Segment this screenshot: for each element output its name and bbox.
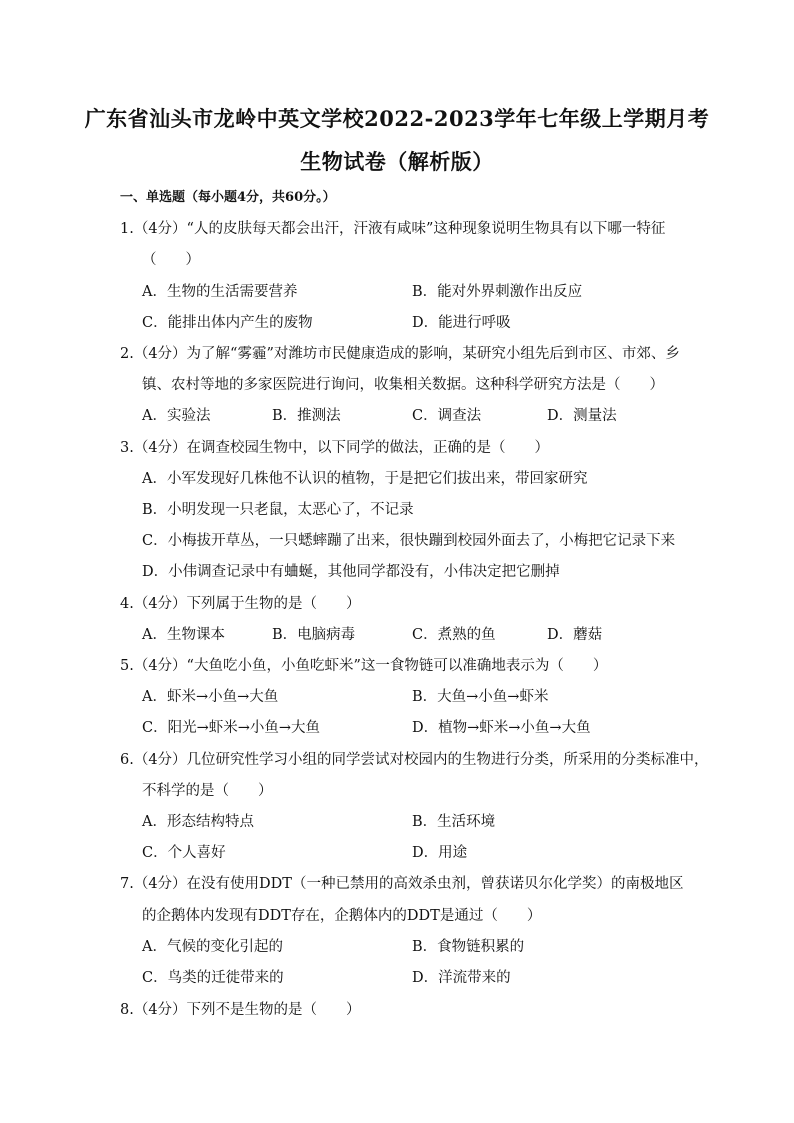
exam-title-line2: 生物试卷（解析版） bbox=[300, 149, 494, 174]
question-6-option-c: C．个人喜好 bbox=[142, 845, 226, 861]
question-4-option-c: C．煮熟的鱼 bbox=[412, 627, 496, 643]
question-1-option-d: D．能进行呼吸 bbox=[412, 315, 511, 331]
question-2-option-d: D．测量法 bbox=[547, 408, 617, 424]
question-4-option-d: D．蘑菇 bbox=[547, 627, 603, 643]
question-1-stem-line1: 1.（4分）“人的皮肤每天都会出汗，汗液有咸味”这种现象说明生物具有以下哪一特征 bbox=[120, 221, 666, 237]
question-3-option-c: C．小梅拔开草丛，一只蟋蟀蹦了出来，很快蹦到校园外面去了，小梅把它记录下来 bbox=[142, 533, 676, 549]
question-5-option-d: D．植物→虾米→小鱼→大鱼 bbox=[412, 720, 591, 736]
question-5-option-b: B．大鱼→小鱼→虾米 bbox=[412, 689, 549, 705]
question-6-option-b: B．生活环境 bbox=[412, 814, 496, 830]
question-4-option-a: A．生物课本 bbox=[142, 627, 225, 643]
question-4-stem: 4.（4分）下列属于生物的是（ ） bbox=[120, 596, 361, 612]
question-3-option-d: D．小伟调查记录中有蛐蜒，其他同学都没有，小伟决定把它删掉 bbox=[142, 564, 560, 580]
question-5-option-c: C．阳光→虾米→小鱼→大鱼 bbox=[142, 720, 321, 736]
question-2-option-a: A．实验法 bbox=[142, 408, 211, 424]
question-7-option-c: C．鸟类的迁徙带来的 bbox=[142, 970, 284, 986]
question-7-stem-line1: 7.（4分）在没有使用DDT（一种已禁用的高效杀虫剂，曾获诺贝尔化学奖）的南极地区 bbox=[120, 876, 684, 892]
question-5-stem: 5.（4分）“大鱼吃小鱼，小鱼吃虾米”这一食物链可以准确地表示为（ ） bbox=[120, 658, 608, 674]
question-3-stem: 3.（4分）在调查校园生物中，以下同学的做法，正确的是（ ） bbox=[120, 440, 550, 456]
question-6-option-a: A．形态结构特点 bbox=[142, 814, 254, 830]
question-6-stem-line2: 不科学的是（ ） bbox=[142, 783, 273, 799]
question-1-option-a: A．生物的生活需要营养 bbox=[142, 284, 298, 300]
question-1-option-c: C．能排出体内产生的废物 bbox=[142, 315, 313, 331]
exam-title-line1: 广东省汕头市龙岭中英文学校2022-2023学年七年级上学期月考 bbox=[84, 106, 710, 131]
question-7-stem-line2: 的企鹅体内发现有DDT存在，企鹅体内的DDT是通过（ ） bbox=[142, 908, 542, 924]
section-heading: 一、单选题（每小题4分，共60分。） bbox=[120, 190, 336, 205]
question-2-stem-line2: 镇、农村等地的多家医院进行询问，收集相关数据。这种科学研究方法是（ ） bbox=[142, 377, 664, 393]
question-6-stem-line1: 6.（4分）几位研究性学习小组的同学尝试对校园内的生物进行分类，所采用的分类标准中， bbox=[120, 752, 709, 768]
question-7-option-b: B．食物链积累的 bbox=[412, 939, 525, 955]
question-1-stem-line2: （ ） bbox=[142, 252, 200, 268]
question-3-option-a: A．小军发现好几株他不认识的植物，于是把它们拔出来，带回家研究 bbox=[142, 471, 588, 487]
question-2-stem-line1: 2.（4分）为了解“雾霾”对潍坊市民健康造成的影响，某研究小组先后到市区、市郊、乡 bbox=[120, 346, 680, 362]
question-8-stem: 8.（4分）下列不是生物的是（ ） bbox=[120, 1002, 361, 1018]
question-3-option-b: B．小明发现一只老鼠，太恶心了，不记录 bbox=[142, 502, 414, 518]
question-1-option-b: B．能对外界刺激作出反应 bbox=[412, 284, 583, 300]
question-7-option-d: D．洋流带来的 bbox=[412, 970, 511, 986]
question-4-option-b: B．电脑病毒 bbox=[272, 627, 356, 643]
question-2-option-b: B．推测法 bbox=[272, 408, 341, 424]
question-2-option-c: C．调查法 bbox=[412, 408, 482, 424]
question-6-option-d: D．用途 bbox=[412, 845, 468, 861]
question-7-option-a: A．气候的变化引起的 bbox=[142, 939, 283, 955]
question-5-option-a: A．虾米→小鱼→大鱼 bbox=[142, 689, 279, 705]
